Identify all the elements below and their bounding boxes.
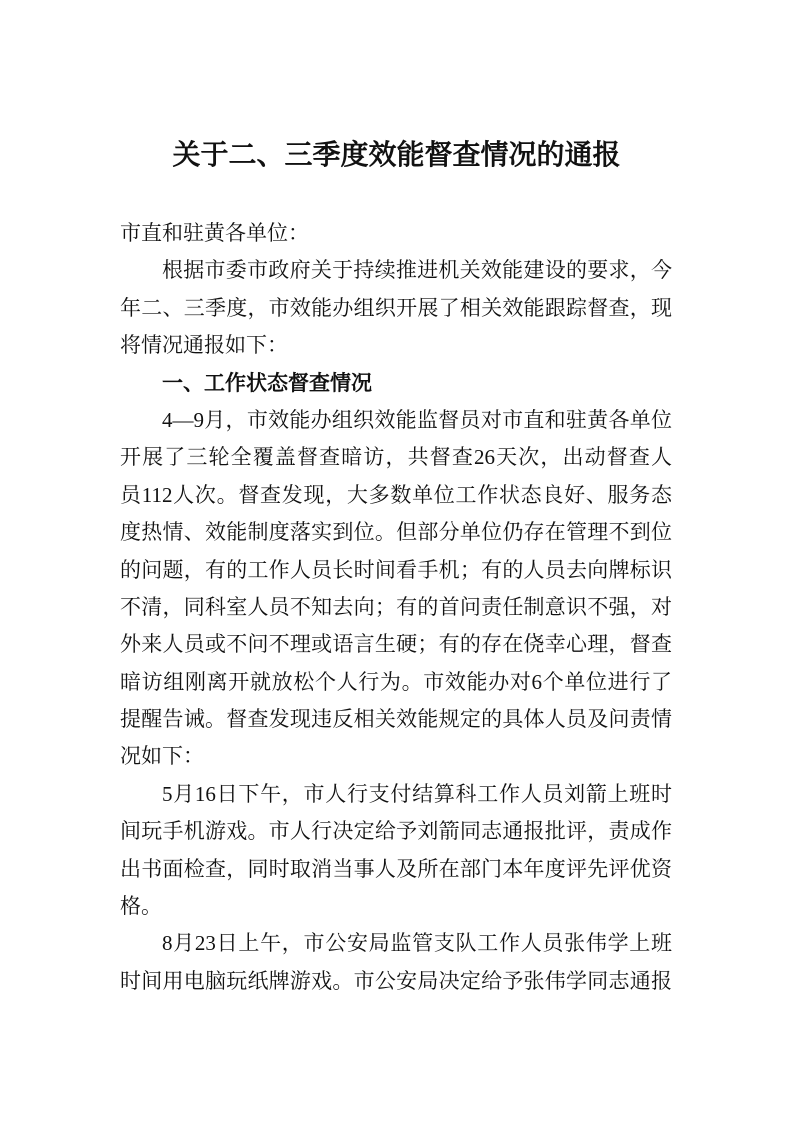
paragraph-line: 年二、三季度，市效能办组织开展了相关效能跟踪督查，现: [120, 295, 672, 320]
paragraph-line: 5月16日下午，市人行支付结算科工作人员刘箭上班时: [162, 781, 672, 806]
paragraph-line: 的问题，有的工作人员长时间看手机；有的人员去向牌标识: [120, 557, 672, 582]
paragraph-line: 间玩手机游戏。市人行决定给予刘箭同志通报批评，责成作: [120, 819, 672, 844]
salutation: 市直和驻黄各单位：: [120, 221, 309, 245]
paragraph-line: 提醒告诫。督查发现违反相关效能规定的具体人员及问责情: [120, 707, 672, 732]
section-heading: 一、工作状态督查情况: [162, 371, 372, 395]
paragraph-line: 度热情、效能制度落实到位。但部分单位仍存在管理不到位: [120, 520, 672, 545]
paragraph-line: 格。: [120, 894, 162, 919]
paragraph-line: 时间用电脑玩纸牌游戏。市公安局决定给予张伟学同志通报: [120, 968, 672, 993]
inspection-paragraph: [120, 402, 672, 776]
paragraph-line: 开展了三轮全覆盖督查暗访，共督查26天次，出动督查人: [120, 445, 672, 470]
paragraph-line: 根据市委市政府关于持续推进机关效能建设的要求，今: [162, 258, 672, 283]
paragraph-line: 况如下：: [120, 744, 204, 769]
paragraph-line: 员112人次。督查发现，大多数单位工作状态良好、服务态: [120, 482, 672, 507]
document-title: 关于二、三季度效能督查情况的通报: [172, 139, 621, 170]
paragraph-line: 外来人员或不问不理或语言生硬；有的存在侥幸心理，督查: [120, 632, 672, 657]
intro-paragraph: [120, 252, 672, 364]
paragraph-line: 8月23日上午，市公安局监管支队工作人员张伟学上班: [162, 931, 672, 956]
paragraph-line: 将情况通报如下：: [120, 333, 288, 358]
paragraph-line: 不清，同科室人员不知去向；有的首问责任制意识不强，对: [120, 594, 672, 619]
paragraph-line: 暗访组刚离开就放松个人行为。市效能办对6个单位进行了: [120, 669, 672, 694]
paragraph-line: 4—9月，市效能办组织效能监督员对市直和驻黄各单位: [162, 407, 672, 432]
case-paragraph-1: [120, 776, 672, 926]
document-body: [120, 215, 672, 1000]
case-paragraph-2: [120, 925, 672, 1000]
paragraph-line: 出书面检查，同时取消当事人及所在部门本年度评先评优资: [120, 856, 672, 881]
